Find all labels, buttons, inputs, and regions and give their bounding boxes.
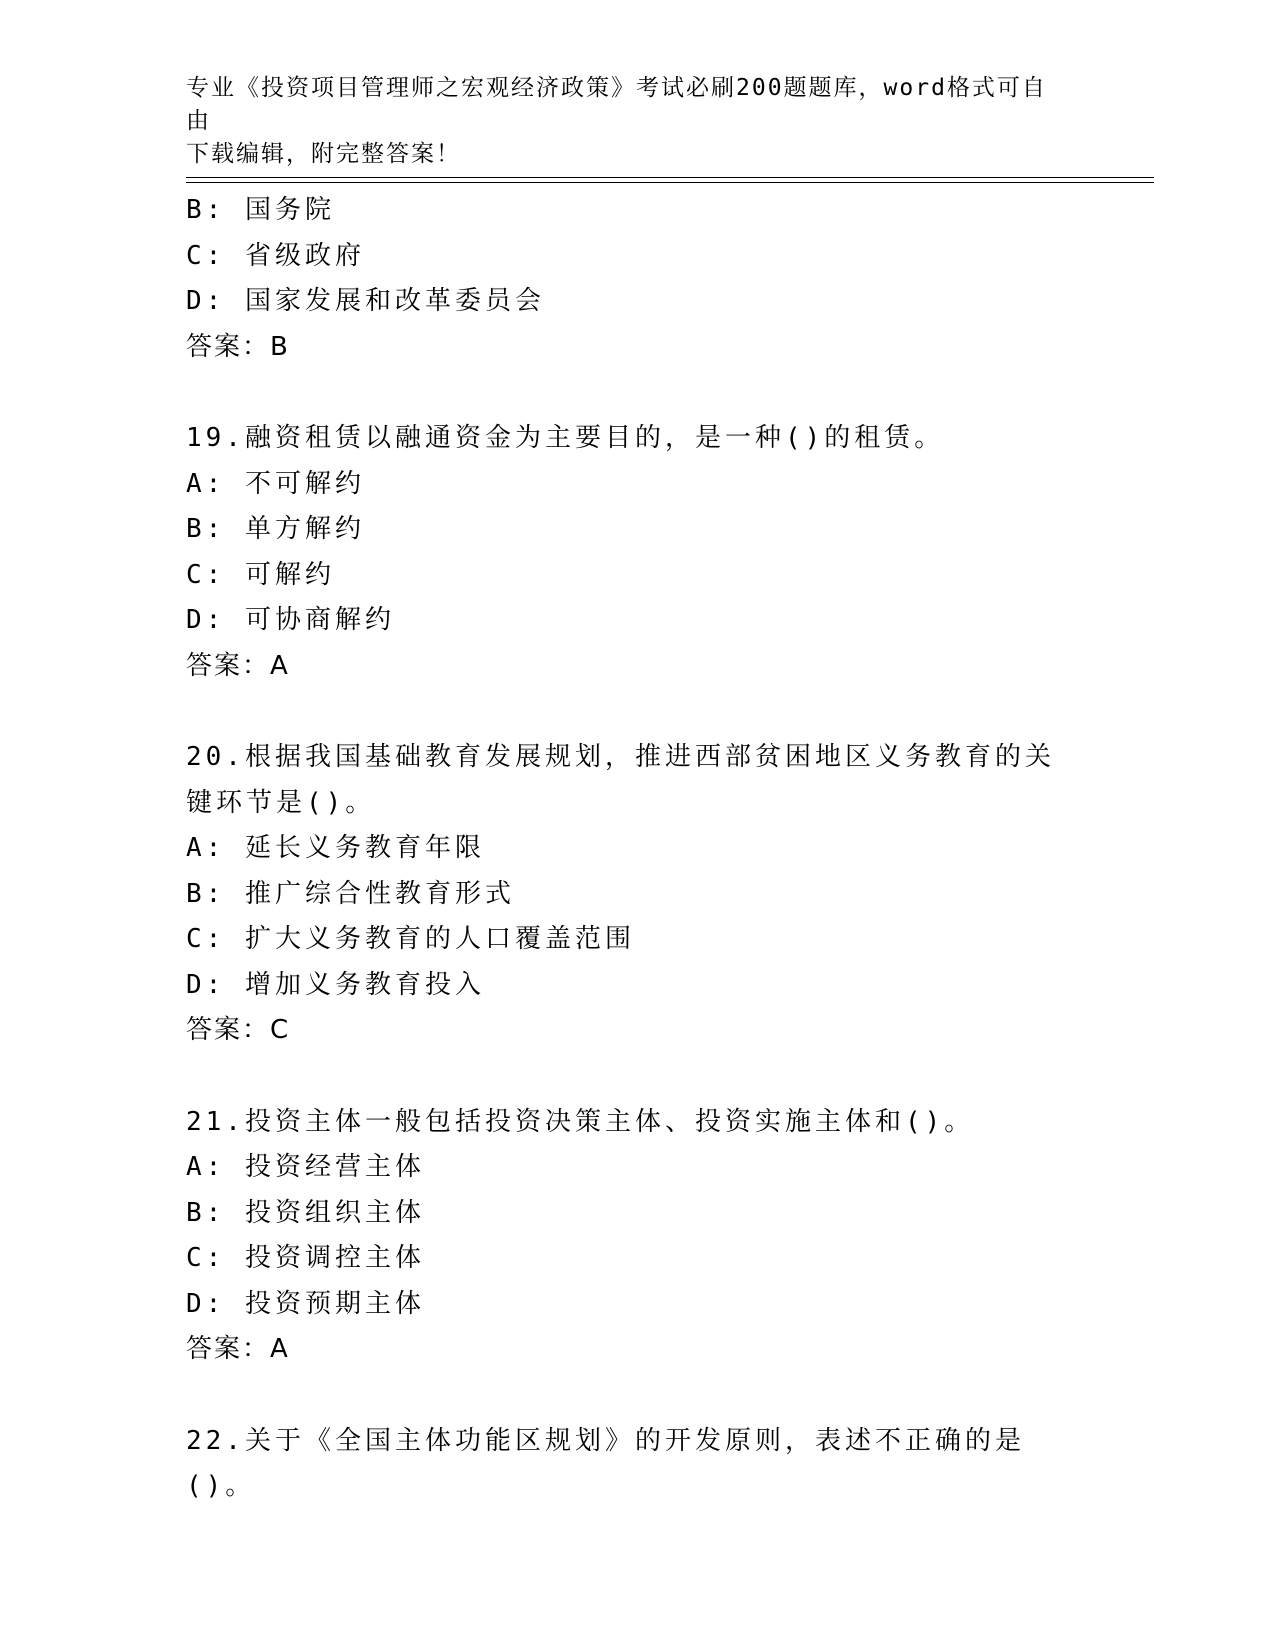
- option-b: B: 投资组织主体: [186, 1197, 425, 1228]
- question-title: 20.根据我国基础教育发展规划，推进西部贫困地区义务教育的关键环节是()。: [186, 742, 1055, 818]
- question-22: [186, 1419, 1086, 1510]
- header-line-2: 下载编辑，附完整答案！: [186, 141, 461, 167]
- answer: 答案：A: [186, 1334, 290, 1364]
- option-c: C: 省级政府: [186, 240, 365, 271]
- answer: 答案：C: [186, 1015, 291, 1045]
- question-19: [186, 416, 1086, 689]
- option-c: C: 扩大义务教育的人口覆盖范围: [186, 924, 635, 954]
- answer: 答案：B: [186, 331, 290, 362]
- answer: 答案：A: [186, 650, 290, 681]
- header-rule-top: [186, 177, 1154, 178]
- question-title: 19.融资租赁以融通资金为主要目的，是一种()的租赁。: [186, 423, 945, 453]
- header-rule-bottom: [186, 182, 1154, 183]
- option-b: B: 单方解约: [186, 514, 365, 544]
- option-c: C: 可解约: [186, 559, 335, 590]
- option-a: A: 延长义务教育年限: [186, 833, 485, 863]
- question-title: 22.关于《全国主体功能区规划》的开发原则，表述不正确的是()。: [186, 1425, 1025, 1501]
- document-header: [186, 72, 1066, 171]
- option-b: B: 推广综合性教育形式: [186, 878, 515, 909]
- question-20: [186, 735, 1086, 1054]
- option-a: A: 投资经营主体: [186, 1152, 425, 1182]
- question-21: [186, 1100, 1086, 1373]
- question-18-continued: [186, 188, 1086, 370]
- option-b: B: 国务院: [186, 195, 335, 225]
- option-a: A: 不可解约: [186, 468, 365, 499]
- header-line-1: 专业《投资项目管理师之宏观经济政策》考试必刷200题题库，word格式可自由: [186, 75, 1047, 134]
- option-d: D: 增加义务教育投入: [186, 969, 485, 1000]
- option-d: D: 可协商解约: [186, 605, 395, 635]
- option-d: D: 国家发展和改革委员会: [186, 286, 545, 316]
- option-c: C: 投资调控主体: [186, 1243, 425, 1273]
- question-title: 21.投资主体一般包括投资决策主体、投资实施主体和()。: [186, 1106, 975, 1137]
- option-d: D: 投资预期主体: [186, 1288, 425, 1319]
- question-list: [186, 188, 1086, 1510]
